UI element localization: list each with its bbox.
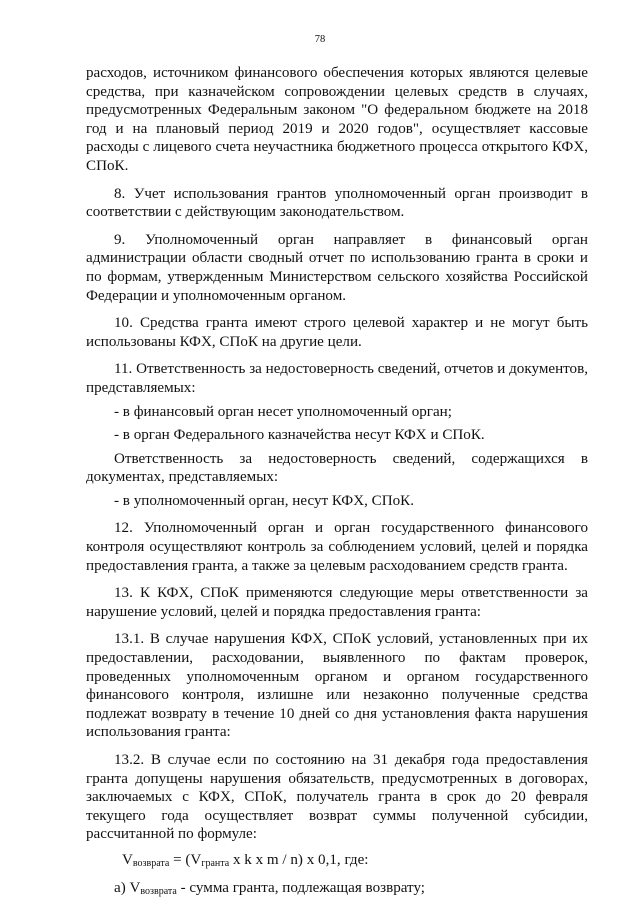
paragraph-8: 8. Учет использования грантов уполномоченный орган производит в соответствии с действующим законодательством. [86, 185, 588, 221]
page-content [86, 64, 588, 901]
item-a-text: - сумма гранта, подлежащая возврату; [176, 879, 425, 896]
paragraph-11-item-treasury: - в орган Федерального казначейства несут КФХ и СПоК. [114, 427, 485, 444]
paragraph-13: 13. К КФХ, СПоК применяются следующие меры ответственности за нарушение условий, целей и порядка предоставления гранта: [86, 585, 588, 620]
formula-sub-grant: гранта [201, 857, 230, 869]
item-a-prefix: а) V [114, 879, 141, 896]
formula-rest: x k x m / n) x 0,1, где: [229, 851, 369, 868]
page-number: 78 [314, 34, 326, 45]
paragraph-10: 10. Средства гранта имеют строго целевой характер и не могут быть использованы КФХ, СПоК на другие цели. [86, 315, 588, 350]
paragraph-11-responsibility: Ответственность за недостоверность сведений, содержащихся в документах, представляемых: [86, 450, 588, 486]
paragraph-13-2: 13.2. В случае если по состоянию на 31 декабря года предоставления гранта допущены нарушения обязательств, предусмотренных в договорах, заключаемых с КФХ, СПоК, получатель гранта в срок до 20 февраля текущего года осуществляет возврат суммы полученной субсидии, рассчитанной по формуле: [86, 752, 588, 843]
formula-sub-return: возврата [132, 857, 170, 869]
paragraph-continuation: расходов, источником финансового обеспечения которых являются целевые средства, при казначейском сопровождении целевых средств в случаях, предусмотренных Федеральным законом "О федеральном бюджете на 2018 год и на плановый период 2019 и 2020 годов", осуществляет кассовые расходы с лицевого счета неучастника бюджетного процесса открытого КФХ, СПоК. [86, 65, 588, 174]
paragraph-9: 9. Уполномоченный орган направляет в финансовый орган администрации области сводный отчет по использованию гранта в сроки и по формам, утвержденным Министерством сельского хозяйства Российской Федерации и уполномоченным органом. [86, 231, 588, 304]
definition-item-a [86, 879, 588, 902]
formula-v: V [122, 851, 133, 868]
paragraph-13-1: 13.1. В случае нарушения КФХ, СПоК условий, установленных при их предоставлении, расходовании, выявленного по фактам проверок, проведенных уполномоченным органом и органом государственного финансового контроля, излишне или незаконно полученные средства подлежат возврату в течение 10 дней со дня установления факта нарушения использования гранта: [86, 631, 588, 741]
paragraph-12: 12. Уполномоченный орган и орган государственного финансового контроля осуществляют контроль за соблюдением условий, целей и порядка предоставления гранта, а также за целевым расходованием средств гранта. [86, 520, 588, 574]
item-a-sub-return: возврата [140, 885, 177, 897]
paragraph-11-item-financial: - в финансовый орган несет уполномоченный орган; [114, 403, 452, 420]
paragraph-11-item-authorized: - в уполномоченный орган, несут КФХ, СПоК. [114, 492, 414, 509]
formula-eq: = (V [169, 851, 202, 868]
paragraph-11: 11. Ответственность за недостоверность сведений, отчетов и документов, представляемых: [86, 361, 588, 396]
return-formula [86, 851, 588, 874]
